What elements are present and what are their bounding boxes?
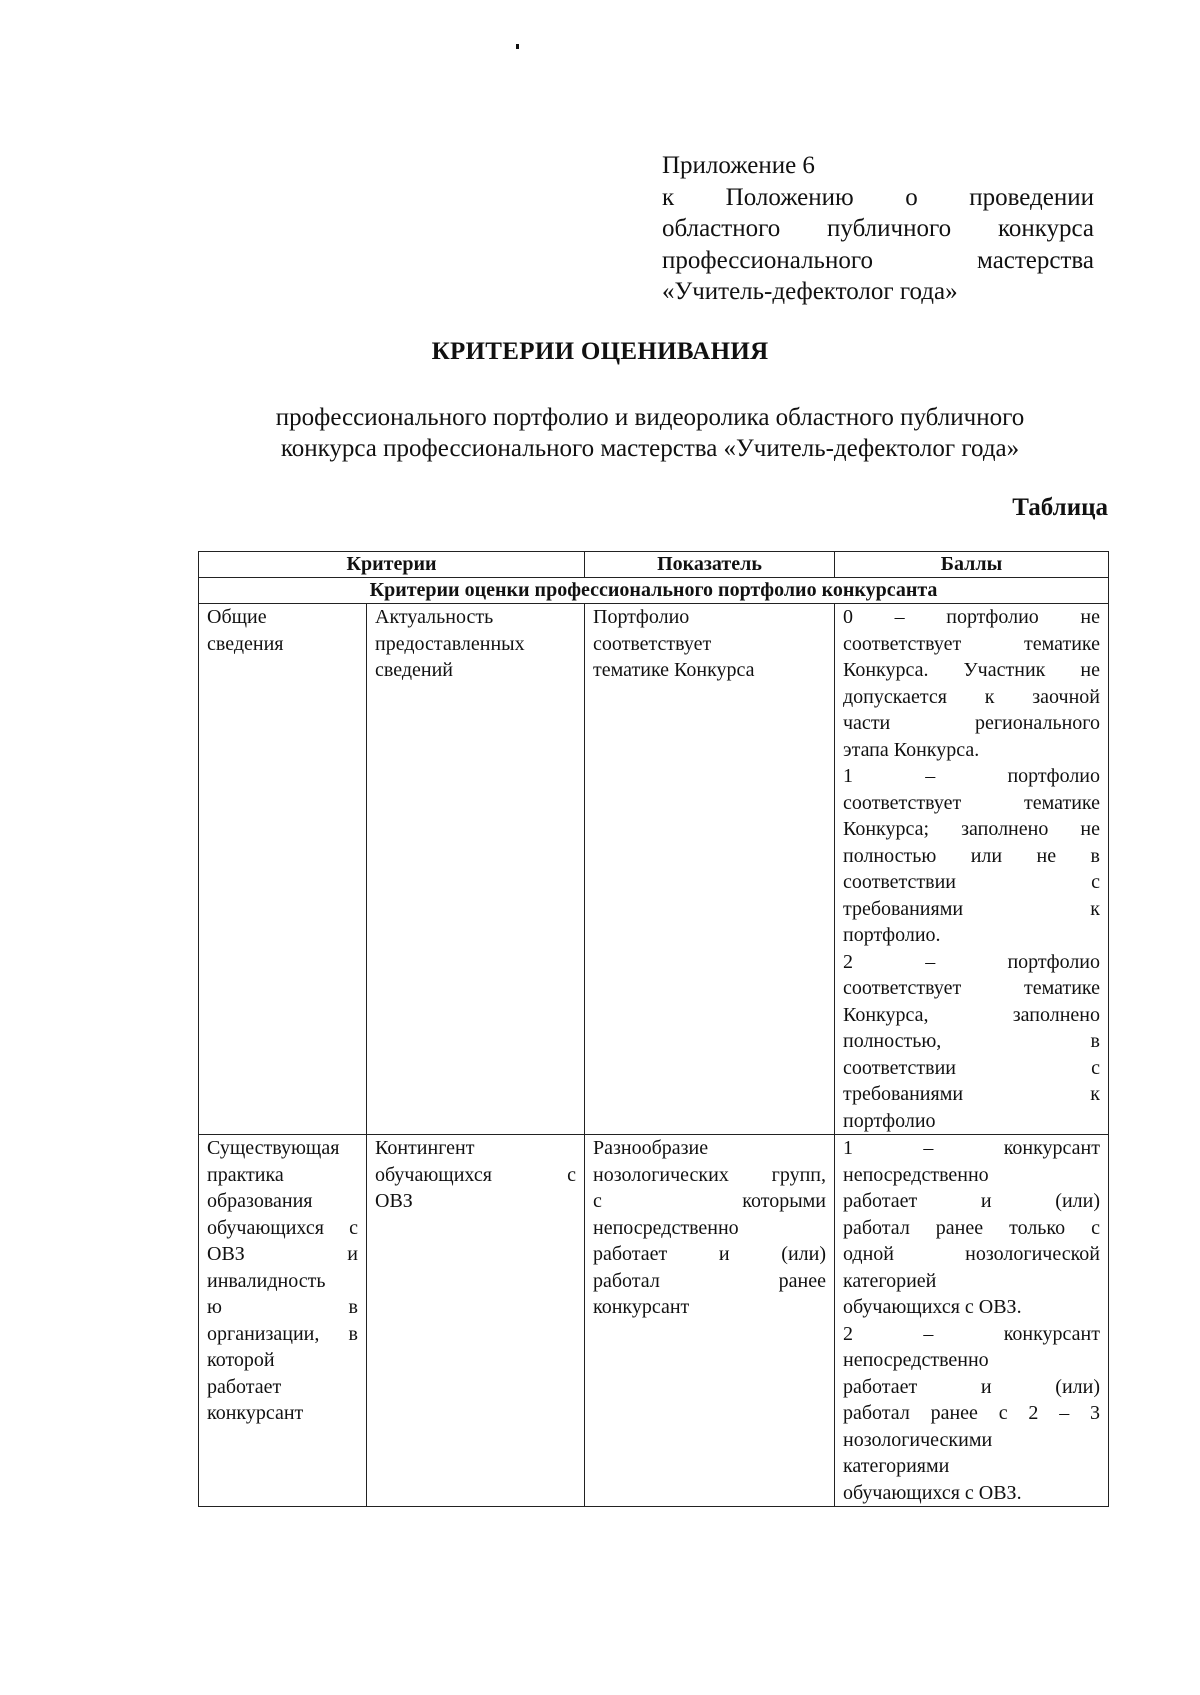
header-points: Баллы [835, 552, 1109, 578]
table-section-row [199, 578, 1109, 604]
group-cell [199, 1135, 367, 1507]
cell-line: конкурсант [207, 1402, 304, 1424]
cell-line: требованиями к [843, 897, 1100, 920]
cell-line: категорией [843, 1269, 937, 1292]
appendix-line: профессионального мастерства [662, 246, 1094, 274]
cell-line: 1 – портфолио [843, 765, 1100, 787]
cell-line: нозологическими [843, 1428, 993, 1451]
cell-line: организации, в [207, 1322, 358, 1345]
cell-line: работал ранее с 2 – 3 [843, 1402, 1100, 1424]
appendix-line: Приложение 6 [662, 152, 815, 179]
appendix-header [662, 150, 1094, 308]
cell-line: одной нозологической [843, 1243, 1100, 1265]
cell-line: портфолио. [843, 924, 941, 946]
cell-line: соответствует [593, 632, 712, 655]
cell-line: Существующая [207, 1137, 340, 1159]
document-subtitle [200, 402, 1100, 464]
cell-line: части регионального [843, 712, 1100, 734]
cell-line: этапа Конкурса. [843, 738, 980, 761]
cell-line: работает и (или) [843, 1190, 1100, 1212]
cell-line: обучающихся с ОВЗ. [843, 1481, 1022, 1504]
criteria-table [198, 551, 1109, 1507]
section-title: Критерии оценки профессионального портфолио конкурсанта [199, 578, 1109, 604]
scan-speck [516, 44, 519, 49]
cell-line: соответствии с [843, 871, 1100, 893]
cell-line: Актуальность [375, 606, 494, 628]
cell-line: 1 – конкурсант [843, 1137, 1100, 1159]
cell-line: непосредственно [843, 1163, 989, 1186]
cell-line: работает [207, 1375, 282, 1398]
appendix-line: областного публичного конкурса [662, 215, 1094, 242]
indicator-cell [585, 604, 835, 1135]
appendix-line: к Положению о проведении [662, 183, 1094, 211]
cell-line: непосредственно [843, 1349, 989, 1371]
points-cell [835, 604, 1109, 1135]
cell-line: 2 – конкурсант [843, 1322, 1100, 1345]
cell-line: Конкурса, заполнено [843, 1003, 1100, 1026]
cell-line: сведения [207, 632, 284, 655]
cell-line: ОВЗ и [207, 1243, 358, 1265]
cell-line: Контингент [375, 1137, 475, 1159]
table-row [199, 1135, 1109, 1507]
cell-line: инвалидность [207, 1269, 326, 1292]
table-label: Таблица [1012, 494, 1108, 521]
cell-line: Конкурса. Участник не [843, 659, 1100, 681]
table-header-row [199, 552, 1109, 578]
cell-line: Разнообразие [593, 1137, 709, 1159]
cell-line: сведений [375, 659, 453, 681]
header-criteria: Критерии [199, 552, 585, 578]
subtitle-line: конкурса профессионального мастерства «Учитель-дефектолог года» [280, 435, 1020, 462]
cell-line: непосредственно [593, 1216, 739, 1239]
cell-line: конкурсант [593, 1296, 690, 1318]
cell-line: ОВЗ [375, 1190, 413, 1212]
cell-line: полностью или не в [843, 844, 1100, 867]
criterion-cell [367, 604, 585, 1135]
document-title: КРИТЕРИИ ОЦЕНИВАНИЯ [431, 338, 769, 365]
cell-line: соответствует тематике [843, 977, 1100, 999]
cell-line: Конкурса; заполнено не [843, 818, 1100, 840]
group-cell [199, 604, 367, 1135]
cell-line: категориями [843, 1455, 950, 1477]
cell-line: работает и (или) [843, 1375, 1100, 1398]
header-indicator: Показатель [585, 552, 835, 578]
cell-line: соответствует тематике [843, 632, 1100, 655]
cell-line: работал ранее только с [843, 1216, 1100, 1239]
cell-line: 2 – портфолио [843, 950, 1100, 973]
cell-line: 0 – портфолио не [843, 606, 1100, 628]
cell-line: работает и (или) [593, 1243, 826, 1265]
cell-line: допускается к заочной [843, 685, 1100, 708]
table-row [199, 604, 1109, 1135]
cell-line: нозологических групп, [593, 1163, 826, 1186]
cell-line: предоставленных [375, 632, 525, 655]
cell-line: Портфолио [593, 606, 690, 628]
indicator-cell [585, 1135, 835, 1507]
cell-line: обучающихся с [207, 1216, 358, 1239]
cell-line: портфолио [843, 1109, 936, 1132]
cell-line: практика [207, 1163, 284, 1186]
cell-line: требованиями к [843, 1083, 1100, 1105]
criterion-cell [367, 1135, 585, 1507]
cell-line: ю в [207, 1296, 358, 1318]
cell-line: соответствии с [843, 1056, 1100, 1079]
cell-line: обучающихся с ОВЗ. [843, 1296, 1022, 1318]
points-cell [835, 1135, 1109, 1507]
appendix-line: «Учитель-дефектолог года» [662, 278, 958, 305]
cell-line: полностью, в [843, 1030, 1100, 1052]
cell-line: работал ранее [593, 1269, 826, 1292]
cell-line: образования [207, 1190, 313, 1212]
cell-line: Общие [207, 606, 267, 628]
cell-line: которой [207, 1349, 275, 1371]
subtitle-line: профессионального портфолио и видеоролика областного публичного [275, 404, 1025, 431]
cell-line: соответствует тематике [843, 791, 1100, 814]
cell-line: обучающихся с [375, 1163, 576, 1186]
cell-line: с которыми [593, 1190, 826, 1212]
cell-line: тематике Конкурса [593, 659, 755, 681]
